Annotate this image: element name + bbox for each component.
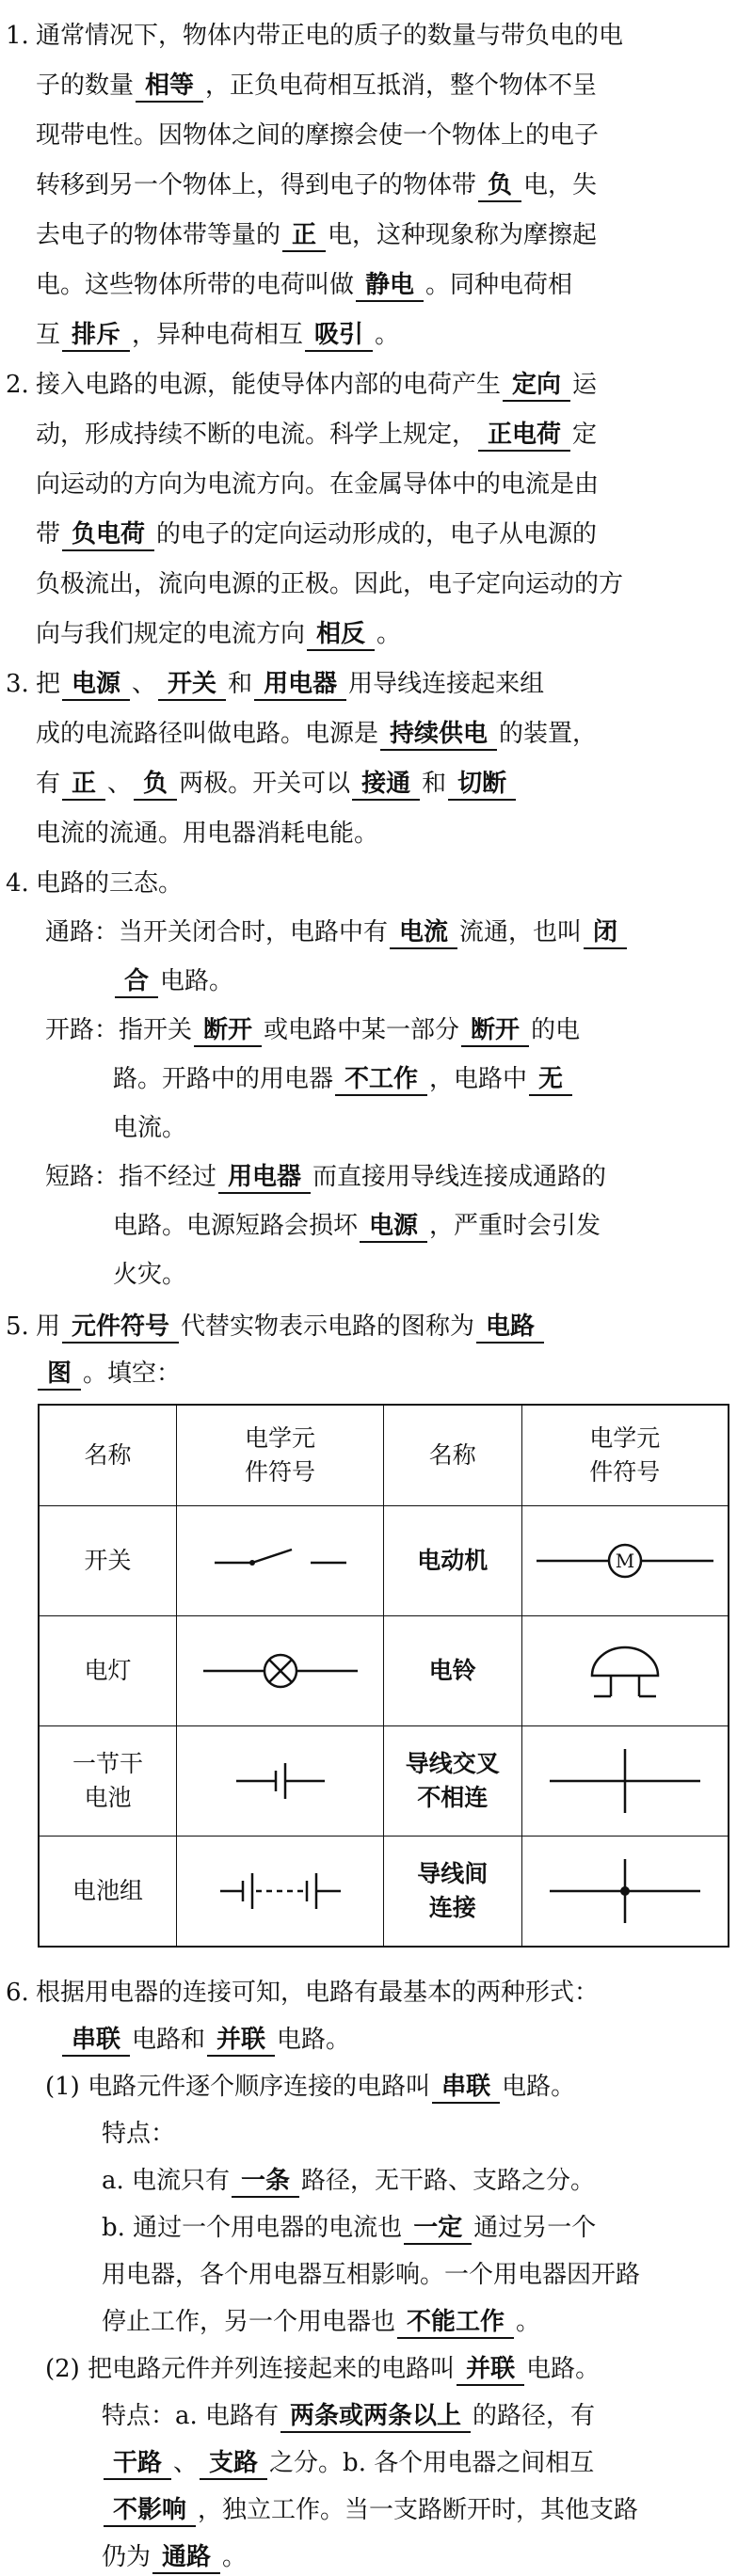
answer-blank[interactable]: 负电荷 [62,519,154,551]
header-text: 件符号 [589,1458,661,1486]
line-text: 有 [36,770,61,798]
answer-blank[interactable]: 一条 [232,2166,299,2198]
text-line [102,2209,596,2247]
line-text: 用电器，各个用电器互相影响。一个用电器因开路 [102,2261,641,2289]
text-line [36,615,401,653]
name-text: 导线交叉 [405,1750,500,1777]
line-text: 负极流出，流向电源的正极。因此，电子定向运动的方 [36,570,624,598]
cell-symbol [229,1757,332,1805]
line-text: 流通，也叫 [459,918,583,946]
text-line [36,366,597,404]
line-text: 电路和 [132,2026,206,2054]
line-text: 路。开路中的用电器 [113,1065,334,1093]
symbol-table [38,1404,729,1948]
answer-blank[interactable]: 相反 [307,619,375,651]
line-text: 而直接用导线连接成通路的 [312,1163,607,1191]
line-text: 现带电性。因物体之间的摩擦会使一个物体上的电子 [36,121,600,150]
answer-blank[interactable]: 用电器 [254,669,346,701]
answer-blank[interactable]: 并联 [207,2025,275,2057]
text-line [102,2444,594,2482]
line-text: ，异种电荷相互 [132,321,304,349]
text-line [36,715,597,753]
line-text: 的装置， [499,720,598,748]
question-number: 5. [6,1312,29,1341]
table-header-row [39,1405,729,1506]
line-text: 。填空： [83,1360,182,1388]
text-line [36,316,399,354]
component-name-cell: 电池组 [39,1837,177,1948]
text-line [36,665,544,703]
answer-blank[interactable]: 开关 [158,669,226,701]
answer-blank[interactable]: 断开 [461,1015,529,1047]
answer-blank[interactable]: 串联 [62,2025,130,2057]
table-row [39,1616,729,1726]
answer-blank[interactable]: 通路 [152,2542,220,2574]
switch-symbol [205,1542,356,1580]
component-name-cell: 电动机 [383,1506,521,1616]
line-text: 通路：当开关闭合时，电路中有 [45,918,389,946]
line-text: 定 [572,421,598,449]
line-text: 仍为 [102,2543,152,2571]
header-text: 件符号 [245,1458,316,1486]
text-line [36,815,378,852]
table-row [39,1726,729,1837]
table-header-cell [521,1405,729,1506]
line-text: 转移到另一个物体上，得到电子的物体带 [36,171,477,199]
component-name-cell [39,1726,177,1837]
symbol-cell [521,1726,729,1837]
line-text: 电，这种现象称为摩擦起 [328,221,598,249]
answer-blank[interactable]: 支路 [200,2448,267,2480]
text-line [102,2397,595,2435]
text-line [36,416,597,453]
text-line [36,117,599,154]
answer-blank[interactable]: 相等 [136,71,203,103]
answer-blank[interactable]: 电路 [476,1312,544,1344]
question-number: 4. [6,869,29,898]
answer-blank[interactable]: 电流 [390,917,457,949]
header-text: 电学元 [245,1424,316,1452]
line-text: 接入电路的电源，能使导体内部的电荷产生 [36,371,502,399]
line-text: 电路。 [277,2026,351,2054]
line-text: ，电路中 [429,1065,528,1093]
line-text: 根据用电器的连接可知，电路有最基本的两种形式： [36,1979,600,2007]
line-text: 的电 [531,1016,581,1044]
answer-blank[interactable]: 定向 [503,370,570,402]
line-text: 运 [572,371,598,399]
text-line [36,516,597,553]
line-text: 把 [36,670,61,698]
answer-blank[interactable]: 电源 [360,1211,427,1243]
text-line [36,67,597,104]
motor-symbol [531,1537,719,1584]
symbol-cell [177,1616,384,1726]
text-line [36,466,599,503]
line-text: 。 [516,2308,541,2336]
table-header-cell: 名称 [383,1405,521,1506]
answer-blank[interactable]: 正 [62,769,105,801]
answer-blank[interactable]: 正 [282,220,326,252]
answer-blank[interactable]: 不能工作 [397,2307,514,2339]
line-text: 、 [132,670,157,698]
symbol-cell [177,1837,384,1948]
text-line [45,2068,575,2106]
text-line [113,1256,186,1294]
line-text: 短路：指不经过 [45,1163,217,1191]
line-text: 路径，无干路、支路之分。 [301,2167,596,2195]
line-text: 向运动的方向为电流方向。在金属导体中的电流是由 [36,470,600,499]
line-text: 之分。b. 各个用电器之间相互 [269,2449,595,2477]
symbol-cell [521,1616,729,1726]
text-line [36,1355,181,1392]
line-text: 火灾。 [113,1261,187,1289]
line-text: 、 [173,2449,199,2477]
line-text: 电路。 [502,2073,576,2101]
text-line [60,2021,350,2059]
answer-blank[interactable]: 串联 [432,2072,500,2104]
answer-blank[interactable]: 闭 [584,917,627,949]
line-text: 或电路中某一部分 [264,1016,460,1044]
wire-junction-symbol [540,1853,710,1929]
line-text: 带 [36,520,61,549]
text-line [36,266,572,304]
text-line [36,17,623,55]
question-title: 电路的三态。 [36,869,184,898]
line-text: 电流。 [113,1114,187,1142]
text-line [45,914,629,951]
table-header-cell [177,1405,384,1506]
answer-blank[interactable]: 接通 [352,769,420,801]
text-line [113,1060,574,1098]
line-text: 和 [228,670,253,698]
answer-blank[interactable]: 持续供电 [380,719,497,751]
name-text: 电池 [84,1784,132,1811]
line-text: 用 [36,1312,61,1341]
line-text: 电。这些物体所带的电荷叫做 [36,271,355,299]
line-text: 。 [375,321,400,349]
text-line [113,1207,601,1245]
answer-blank[interactable]: 合 [115,966,158,998]
line-text: 代替实物表示电路的图称为 [181,1312,475,1341]
line-text: 通过另一个 [473,2214,597,2242]
answer-blank[interactable]: 正电荷 [478,420,570,452]
answer-blank[interactable]: 图 [38,1359,81,1391]
text-line [102,2115,175,2153]
component-name-cell: 开关 [39,1506,177,1616]
text-line [102,2162,595,2200]
text-line [45,2350,600,2388]
text-line [36,1308,546,1345]
question-number: 1. [6,22,29,50]
answer-blank[interactable]: 干路 [104,2448,171,2480]
answer-blank[interactable]: 用电器 [218,1162,311,1194]
line-text: 特点：a. 电路有 [102,2402,280,2430]
table-row [39,1506,729,1616]
text-line [36,167,597,204]
line-text: 特点： [102,2120,176,2148]
line-text: (1) 电路元件逐个顺序连接的电路叫 [45,2073,431,2101]
line-text: 。同种电荷相 [425,271,573,299]
line-text: a. 电流只有 [102,2167,231,2195]
line-text: ，正负电荷相互抵消，整个物体不呈 [205,72,598,100]
wire-crossing-symbol [540,1743,710,1819]
name-text: 一节干 [72,1750,144,1777]
line-text: b. 通过一个用电器的电流也 [102,2214,403,2242]
text-line [102,2538,247,2576]
text-line [102,2491,638,2529]
answer-blank[interactable]: 负 [134,769,177,801]
text-line [36,765,518,803]
text-line [36,216,597,254]
component-name-cell [383,1837,521,1948]
motor-label: M [615,1550,635,1572]
table-row [39,1837,729,1948]
name-text: 连接 [428,1894,476,1921]
answer-blank[interactable]: 不工作 [335,1064,427,1096]
symbol-cell [521,1837,729,1948]
text-line [113,962,233,1000]
answer-blank[interactable]: 负 [478,170,521,202]
line-text: 互 [36,321,61,349]
line-text: 电路。 [160,967,234,995]
component-name-cell: 电铃 [383,1616,521,1726]
line-text: ，严重时会引发 [429,1212,601,1240]
text-line [45,1158,606,1196]
line-text: 通常情况下，物体内带正电的质子的数量与带负电的电 [36,22,624,50]
text-line [113,1109,186,1147]
line-text: 停止工作，另一个用电器也 [102,2308,396,2336]
line-text: 和 [422,770,447,798]
text-line [102,2256,640,2294]
text-line [36,1974,599,2012]
line-text: 的路径，有 [473,2402,596,2430]
answer-blank[interactable]: 排斥 [62,320,130,352]
line-text: 动，形成持续不断的电流。科学上规定， [36,421,477,449]
answer-blank[interactable]: 静电 [356,270,424,302]
line-text: 开路：指开关 [45,1016,193,1044]
question-number: 6. [6,1979,29,2007]
line-text: 电路。电源短路会损坏 [113,1212,359,1240]
battery-symbol [215,1868,346,1915]
text-line [102,2303,540,2341]
header-text: 电学元 [589,1424,661,1452]
line-text: 向与我们规定的电流方向 [36,620,306,648]
lamp-symbol [196,1647,365,1694]
line-text: 电路。 [526,2355,601,2383]
question-number: 2. [6,371,29,399]
line-text: (2) 把电路元件并列连接起来的电路叫 [45,2355,456,2383]
line-text: 成的电流路径叫做电路。电源是 [36,720,379,748]
symbol-cell [521,1506,729,1616]
answer-blank[interactable]: 两条或两条以上 [280,2401,471,2433]
name-text: 导线间 [417,1860,489,1887]
answer-blank[interactable]: 元件符号 [62,1312,179,1344]
line-text: 、 [107,770,133,798]
symbol-cell [177,1726,384,1837]
answer-blank[interactable]: 一定 [404,2213,472,2245]
answer-blank[interactable]: 切断 [448,769,516,801]
bell-symbol [573,1638,677,1704]
line-text: 。 [376,620,402,648]
line-text: 子的数量 [36,72,135,100]
answer-blank[interactable]: 并联 [457,2354,524,2386]
line-text: 。 [222,2543,248,2571]
table-header-cell: 名称 [39,1405,177,1506]
answer-blank[interactable]: 断开 [194,1015,262,1047]
name-text: 不相连 [417,1784,489,1811]
component-name-cell [383,1726,521,1837]
answer-blank[interactable]: 无 [529,1064,572,1096]
line-text: 两极。开关可以 [179,770,351,798]
answer-blank[interactable]: 电源 [62,669,130,701]
line-text: ，独立工作。当一支路断开时，其他支路 [198,2496,639,2524]
line-text: 用导线连接起来组 [348,670,545,698]
question-number: 3. [6,670,29,698]
line-text: 电，失 [523,171,598,199]
line-text: 去电子的物体带等量的 [36,221,281,249]
text-line [45,1011,580,1049]
answer-blank[interactable]: 不影响 [104,2495,196,2527]
line-text: 电流的流通。用电器消耗电能。 [36,819,379,848]
line-text: 的电子的定向运动形成的，电子从电源的 [156,520,598,549]
text-line [36,565,623,603]
symbol-cell [177,1506,384,1616]
component-name-cell: 电灯 [39,1616,177,1726]
answer-blank[interactable]: 吸引 [305,320,373,352]
